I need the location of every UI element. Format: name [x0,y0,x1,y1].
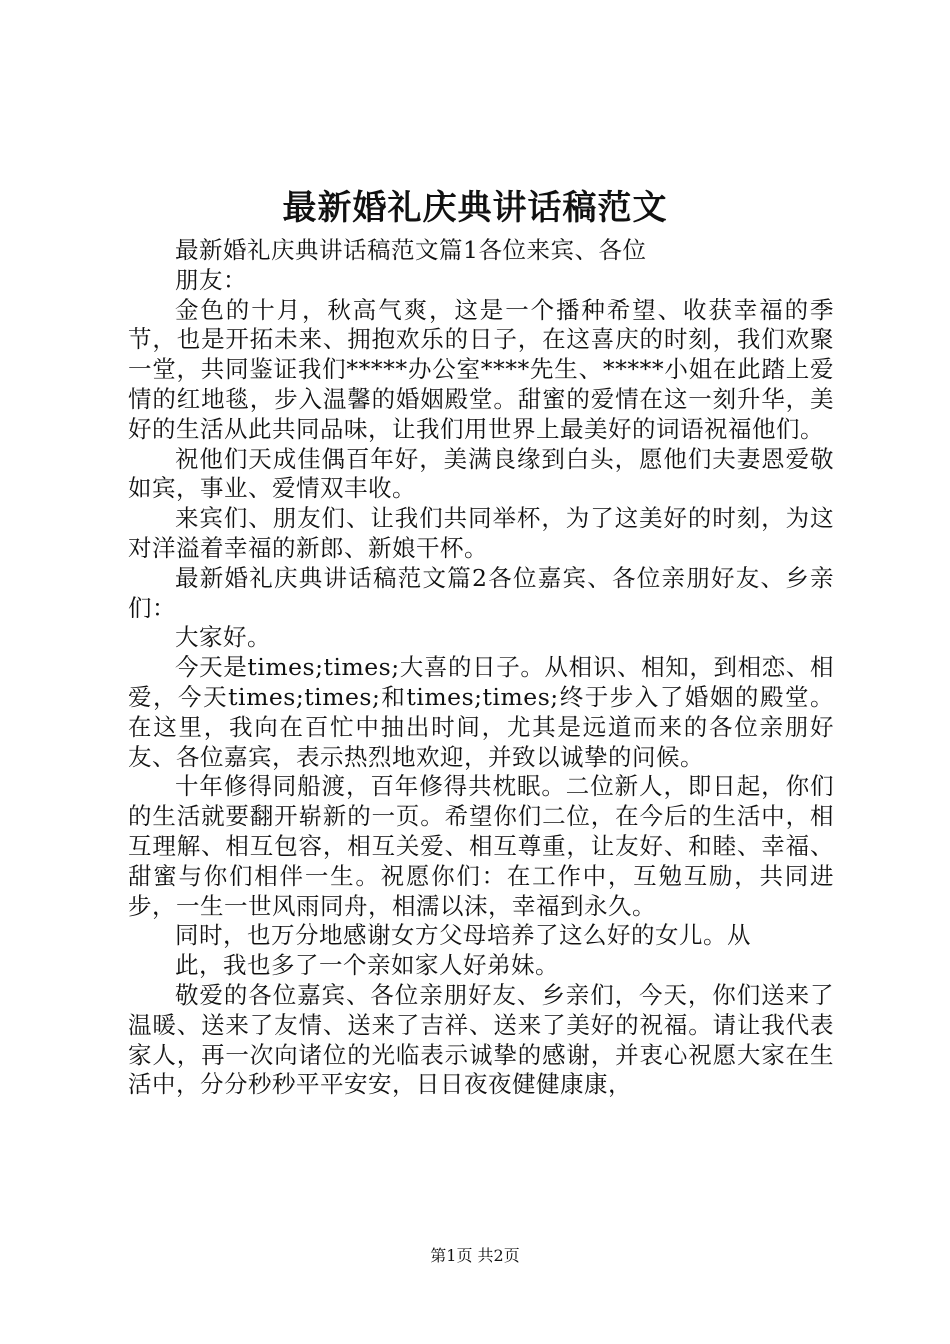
paragraph: 十年修得同船渡，百年修得共枕眠。二位新人，即日起，你们的生活就要翻开崭新的一页。希望你们二位，在今后的生活中，相互理解、相互包容，相互关爱、相互尊重，让友好、和睦、幸福、甜蜜与你们相伴一生。祝愿你们：在工作中，互勉互励，共同进步，一生一世风雨同舟，相濡以沫，幸福到永久。 [128,772,834,920]
paragraph: 朋友： [175,265,247,294]
paragraph: 来宾们、朋友们、让我们共同举杯，为了这美好的时刻，为这对洋溢着幸福的新郎、新娘干杯。 [128,504,834,562]
paragraph: 最新婚礼庆典讲话稿范文篇1各位来宾、各位 [175,236,647,264]
paragraph: 大家好。 [175,623,271,652]
paragraph: 今天是times;times;大喜的日子。从相识、相知，到相恋、相爱，今天times;times;和times;times;终于步入了婚姻的殿堂。在这里，我向在百忙中抽出时间，尤其是远道而来的各位亲朋好友、各位嘉宾，表示热烈地欢迎，并致以诚挚的问候。 [128,653,834,771]
paragraph: 此，我也多了一个亲如家人好弟妹。 [175,951,559,980]
paragraph: 祝他们天成佳偶百年好，美满良缘到白头，愿他们夫妻恩爱敬如宾，事业、爱情双丰收。 [128,444,834,503]
paragraph: 敬爱的各位嘉宾、各位亲朋好友、乡亲们，今天，你们送来了温暖、送来了友情、送来了吉祥、送来了美好的祝福。请让我代表家人，再一次向诸位的光临表示诚挚的感谢，并衷心祝愿大家在生活中，分分秒秒平平安安，日日夜夜健健康康， [128,980,834,1099]
paragraph: 最新婚礼庆典讲话稿范文篇2各位嘉宾、各位亲朋好友、乡亲们： [128,563,834,622]
paragraph: 同时，也万分地感谢女方父母培养了这么好的女儿。从 [175,921,751,950]
paragraph: 金色的十月，秋高气爽，这是一个播种希望、收获幸福的季节，也是开拓未来、拥抱欢乐的日子，在这喜庆的时刻，我们欢聚一堂，共同鉴证我们*****办公室****先生、*****小姐在此踏上爱情的红地毯，步入温馨的婚姻殿堂。甜蜜的爱情在这一刻升华，美好的生活从此共同品味，让我们用世界上最美好的词语祝福他们。 [128,295,834,443]
page-number-footer: 第1页 共2页 [430,1246,520,1265]
document-body [128,236,834,1100]
document-title: 最新婚礼庆典讲话稿范文 [282,188,668,228]
